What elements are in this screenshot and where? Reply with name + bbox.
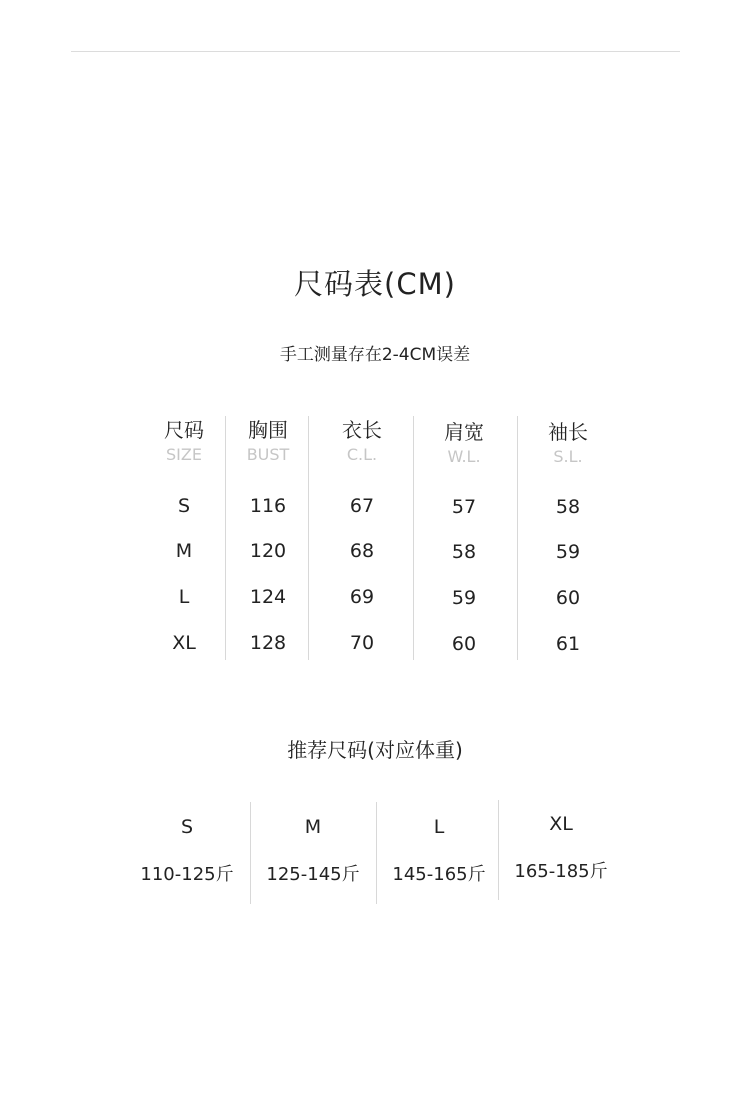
cell-length-s: 67 — [349, 495, 375, 517]
header-bust-en: BUST — [246, 445, 290, 464]
header-size-zh: 尺码 — [164, 418, 204, 442]
recommend-size: L — [433, 816, 445, 838]
recommend-weight: 165-185斤 — [514, 861, 608, 882]
cell-size-l: L — [178, 586, 190, 608]
recommend-size: S — [180, 816, 194, 838]
cell-sleeve-s: 58 — [555, 496, 581, 518]
recommend-weight: 125-145斤 — [266, 864, 360, 885]
cell-bust-s: 116 — [249, 495, 287, 517]
weight-recommend-table — [0, 800, 750, 910]
measurement-note: 手工测量存在2-4CM误差 — [279, 345, 471, 365]
header-shoulder-zh: 肩宽 — [444, 420, 484, 444]
recommend-size: M — [304, 816, 322, 838]
cell-shoulder-s: 57 — [451, 496, 477, 518]
cell-shoulder-xl: 60 — [451, 633, 477, 655]
cell-shoulder-m: 58 — [451, 541, 477, 563]
header-sleeve-en: S.L. — [553, 447, 583, 466]
header-size-en: SIZE — [166, 445, 202, 464]
recommend-size: XL — [549, 813, 573, 835]
cell-length-l: 69 — [349, 586, 375, 608]
recommend-weight: 110-125斤 — [140, 864, 234, 885]
cell-sleeve-l: 60 — [555, 587, 581, 609]
header-bust-zh: 胸围 — [248, 418, 288, 442]
page-title: 尺码表(CM) — [294, 267, 456, 301]
cell-length-xl: 70 — [349, 632, 375, 654]
cell-bust-m: 120 — [249, 540, 287, 562]
size-chart-table — [0, 414, 750, 664]
cell-sleeve-xl: 61 — [555, 633, 581, 655]
cell-bust-xl: 128 — [249, 632, 287, 654]
cell-size-m: M — [175, 540, 193, 562]
recommend-weight: 145-165斤 — [392, 864, 486, 885]
recommend-title: 推荐尺码(对应体重) — [287, 738, 463, 762]
top-divider — [71, 51, 680, 52]
header-length-zh: 衣长 — [342, 418, 382, 442]
header-length-en: C.L. — [346, 445, 378, 464]
cell-size-xl: XL — [172, 632, 196, 654]
column-divider — [376, 802, 377, 904]
column-divider — [308, 416, 309, 660]
column-divider — [498, 800, 499, 900]
cell-sleeve-m: 59 — [555, 541, 581, 563]
cell-shoulder-l: 59 — [451, 587, 477, 609]
cell-size-s: S — [177, 495, 191, 517]
cell-length-m: 68 — [349, 540, 375, 562]
cell-bust-l: 124 — [249, 586, 287, 608]
header-sleeve-zh: 袖长 — [548, 420, 588, 444]
header-shoulder-en: W.L. — [447, 447, 481, 466]
column-divider — [250, 802, 251, 904]
